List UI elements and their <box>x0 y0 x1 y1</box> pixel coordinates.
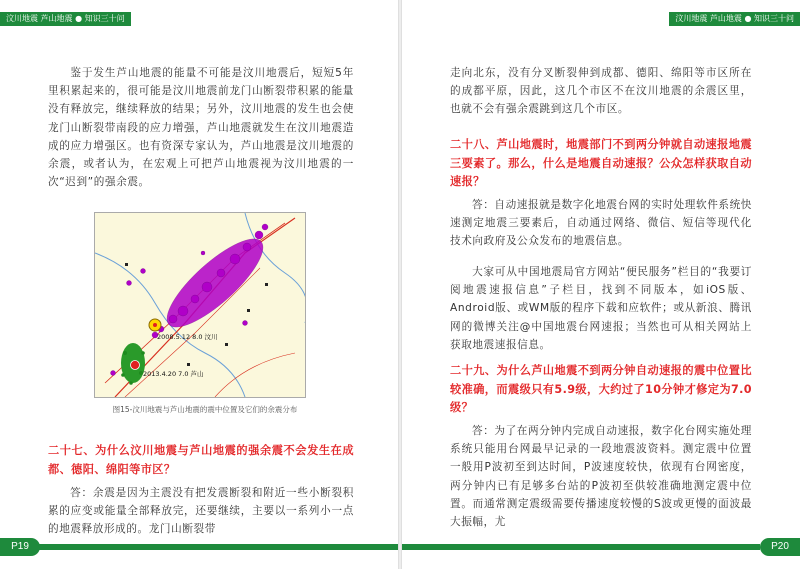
answer-28-part1-text: 答：自动速报就是数字化地震台网的实时处理软件系统快速测定地震三要素后，自动通过网络、微信、短信等现代化技术向政府及公众发布的地震信息。 <box>450 199 752 248</box>
map-graphic <box>95 213 305 397</box>
aftershock-map <box>94 212 306 398</box>
lushan-epicenter-marker <box>131 361 140 370</box>
right-page <box>402 0 800 569</box>
left-page-number: P19 <box>0 538 40 556</box>
intro-text: 鉴于发生芦山地震的能量不可能是汶川地震后，短短5年里积累起来的，很可能是汶川地震前龙门山断裂带积累的能量没有释放完，继续释放的结果；另外，汶川地震的发生也会使龙门山断裂带南段的应力增强，芦山地震就发生在汶川地震造成的应力增强区。也有资深专家认为，芦山地震是汶川地震的余震，或者认为，在宏观上可把芦山地震视为汶川地震的一次“迟到”的强余震。 <box>48 67 354 189</box>
answer-28-part1 <box>450 196 752 251</box>
answer-29-text: 答：为了在两分钟内完成自动速报，数字化台网实施处理系统只能用台网最早记录的一段地震波资料。测定震中位置一般用P波初至到达时间，P波速度较快，依现有台网密度，两分钟内已有足够多台站的P波初至供较准确地测定震中位置。而通常测定震级需要传播速度较慢的S波或更慢的面波最大振幅，尤 <box>450 425 752 529</box>
answer-27-text: 答：余震是因为主震没有把发震断裂和附近一些小断裂积累的应变或能量全部释放完，还要继续，主要以一系列小一点的地震释放形成的。龙门山断裂带 <box>48 487 354 536</box>
answer-28-part2 <box>450 263 752 354</box>
figure-caption: 图15-汶川地震与芦山地震的震中位置及它们的余震分布 <box>112 405 298 414</box>
left-header-tag: 汶川地震 芦山地震 ● 知识三十问 <box>0 12 131 26</box>
left-page <box>0 0 398 569</box>
question-29: 二十九、为什么芦山地震不到两分钟自动速报的震中位置比较准确，而震级只有5.9级，大约过了10分钟才修定为7.0级？ <box>450 364 752 414</box>
left-footer-bar <box>36 544 398 550</box>
answer-29 <box>450 422 752 531</box>
continued-paragraph: 走向北东，没有分叉断裂伸到成都、德阳、绵阳等市区所在的成都平原，因此，这几个市区不在汶川地震的余震区里，也就不会有强余震跳到这几个市区。 <box>450 67 752 116</box>
right-header-tag: 汶川地震 芦山地震 ● 知识三十问 <box>669 12 800 26</box>
wenchuan-label: 2008.5.12 8.0 汶川 <box>157 333 218 341</box>
question-27: 二十七、为什么汶川地震与芦山地震的强余震不会发生在成都、德阳、绵阳等市区？ <box>48 444 354 476</box>
wenchuan-epicenter-dot <box>153 323 157 327</box>
answer-27 <box>48 484 354 539</box>
right-footer-bar <box>402 544 760 550</box>
answer-28-part2-text: 大家可从中国地震局官方网站“便民服务”栏目的“我要订阅地震速报信息”子栏目，找到不同版本，如iOS版、Android版、或WM版的程序下载和应软件；或从新浪、腾讯网的微博关注@中国地震台网速报；当然也可从相关网站上获取地震速报信息。 <box>450 266 752 351</box>
question-28: 二十八、芦山地震时，地震部门不到两分钟就自动速报地震三要素了。那么，什么是地震自动速报？公众怎样获取自动速报？ <box>450 138 752 188</box>
lushan-label: 2013.4.20 7.0 芦山 <box>143 370 204 378</box>
intro-paragraph <box>48 64 354 191</box>
right-page-number: P20 <box>760 538 800 556</box>
